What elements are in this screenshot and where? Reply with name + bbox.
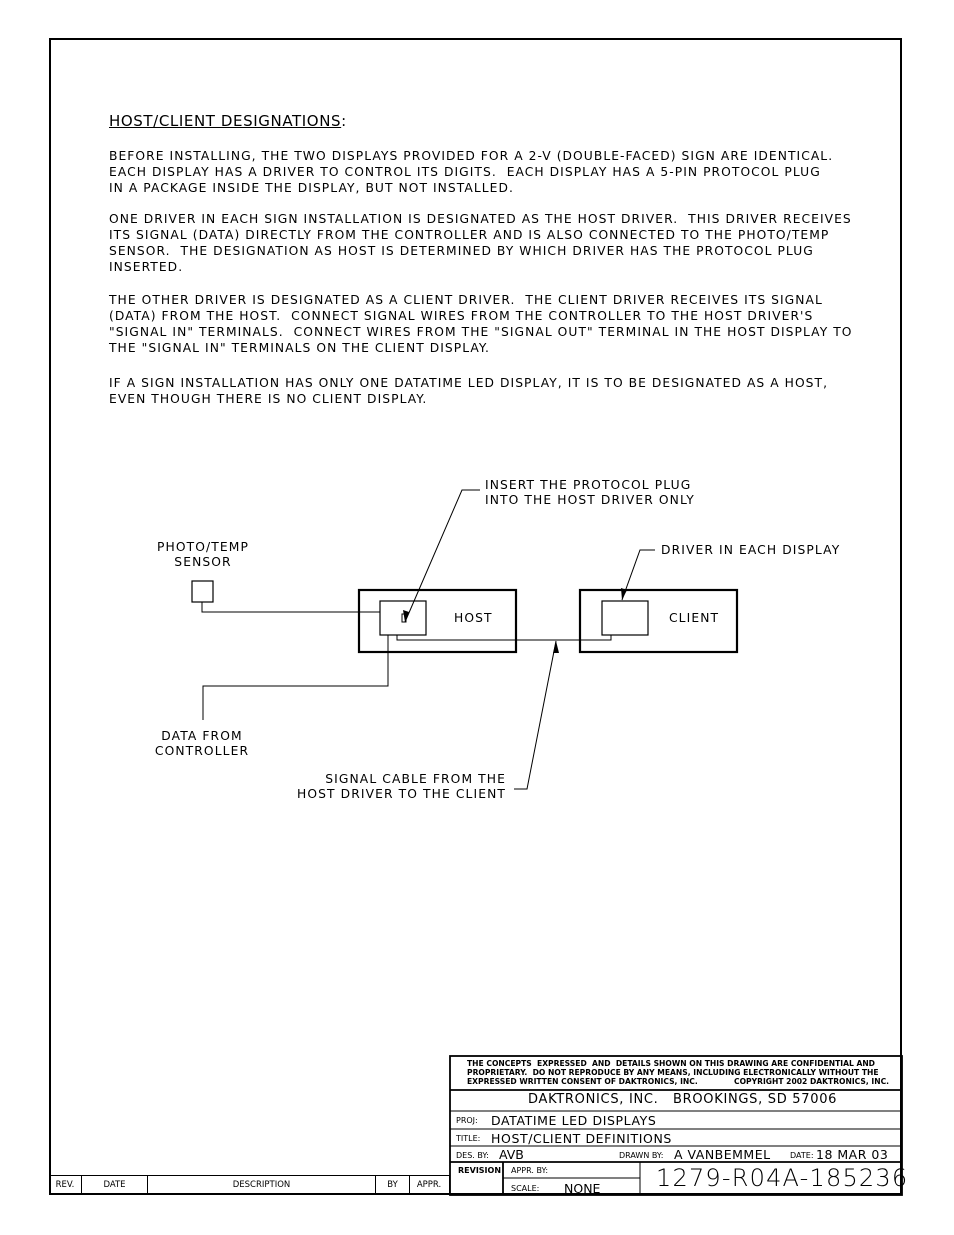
plug-note: INSERT THE PROTOCOL PLUG INTO THE HOST DRIVER ONLY — [485, 478, 695, 507]
driver-note: DRIVER IN EACH DISPLAY — [661, 543, 841, 557]
drawn-by: A VANBEMMEL — [674, 1147, 771, 1162]
drawn-by-label: DRAWN BY: — [619, 1151, 664, 1160]
appr-column-header: APPR. — [416, 1180, 442, 1190]
company-name: DAKTRONICS, INC. BROOKINGS, SD 57006 — [528, 1092, 838, 1107]
drawing-title: HOST/CLIENT DEFINITIONS — [491, 1131, 672, 1146]
designed-by: AVB — [499, 1147, 524, 1162]
date-label: DATE: — [790, 1151, 814, 1160]
drawing-number: 1279-R04A-185236 — [656, 1164, 909, 1192]
paragraph-1: BEFORE INSTALLING, THE TWO DISPLAYS PROVIDED FOR A 2-V (DOUBLE-FACED) SIGN ARE IDENTICAL. EACH DISPLAY HAS A DRIVER TO CONTROL ITS DIGITS. EACH DISPLAY HAS A 5-PIN PROTOCOL PLUG IN A PACKAGE INSIDE THE DISPLAY, BUT NOT INSTALLED. — [109, 149, 834, 195]
paragraph-2: ONE DRIVER IN EACH SIGN INSTALLATION IS DESIGNATED AS THE HOST DRIVER. THIS DRIVER RECEIVES ITS SIGNAL (DATA) DIRECTLY FROM THE CONTROLLER AND IS ALSO CONNECTED TO THE PHOTO/TEMP SENSOR. THE DESIGNATION AS HOST IS DETERMINED BY WHICH DRIVER HAS THE PROTOCOL PLUG INSERTED. — [109, 212, 852, 274]
confidential-notice-3: EXPRESSED WRITTEN CONSENT OF DAKTRONICS, INC. — [467, 1077, 698, 1086]
host-label: HOST — [454, 611, 493, 625]
sensor-label: PHOTO/TEMP SENSOR — [157, 540, 249, 569]
scale-value: NONE — [564, 1181, 601, 1196]
designed-by-label: DES. BY: — [456, 1151, 489, 1160]
scale-label: SCALE: — [511, 1184, 540, 1193]
revision-label: REVISION — [458, 1166, 502, 1175]
description-column-header: DESCRIPTION — [148, 1176, 376, 1194]
cable-note: SIGNAL CABLE FROM THE HOST DRIVER TO THE CLIENT — [296, 772, 506, 801]
approved-by-label: APPR. BY: — [511, 1166, 549, 1175]
date-value: 18 MAR 03 — [816, 1147, 889, 1162]
confidential-notice-1: THE CONCEPTS EXPRESSED AND DETAILS SHOWN ON THIS DRAWING ARE CONFIDENTIAL AND — [467, 1059, 875, 1068]
paragraph-3: THE OTHER DRIVER IS DESIGNATED AS A CLIENT DRIVER. THE CLIENT DRIVER RECEIVES ITS SIGNAL (DATA) FROM THE HOST. CONNECT SIGNAL WIRES FROM THE CONTROLLER TO THE HOST DRIVER'S "SIGNAL IN" TERMINALS. CONNECT WIRES FROM THE "SIGNAL OUT" TERMINAL IN THE HOST DISPLAY TO THE "SIGNAL IN" TERMINALS ON THE CLIENT DISPLAY. — [109, 293, 853, 355]
project-name: DATATIME LED DISPLAYS — [491, 1113, 657, 1128]
confidential-notice-2: PROPRIETARY. DO NOT REPRODUCE BY ANY MEANS, INCLUDING ELECTRONICALLY WITHOUT THE — [467, 1068, 879, 1077]
proj-label: PROJ: — [456, 1116, 478, 1125]
paragraph-4: IF A SIGN INSTALLATION HAS ONLY ONE DATATIME LED DISPLAY, IT IS TO BE DESIGNATED AS A HOST, EVEN THOUGH THERE IS NO CLIENT DISPLAY. — [109, 376, 829, 406]
title-label: TITLE: — [456, 1134, 481, 1143]
data-label: DATA FROM CONTROLLER — [154, 729, 250, 758]
revision-table — [49, 1175, 450, 1195]
rev-column-header: REV. — [49, 1176, 82, 1194]
date-column-header: DATE — [82, 1176, 148, 1194]
copyright: COPYRIGHT 2002 DAKTRONICS, INC. — [734, 1077, 890, 1086]
client-label: CLIENT — [669, 611, 720, 625]
by-column-header: BY — [376, 1176, 410, 1194]
section-heading: HOST/CLIENT DESIGNATIONS: — [109, 112, 347, 130]
